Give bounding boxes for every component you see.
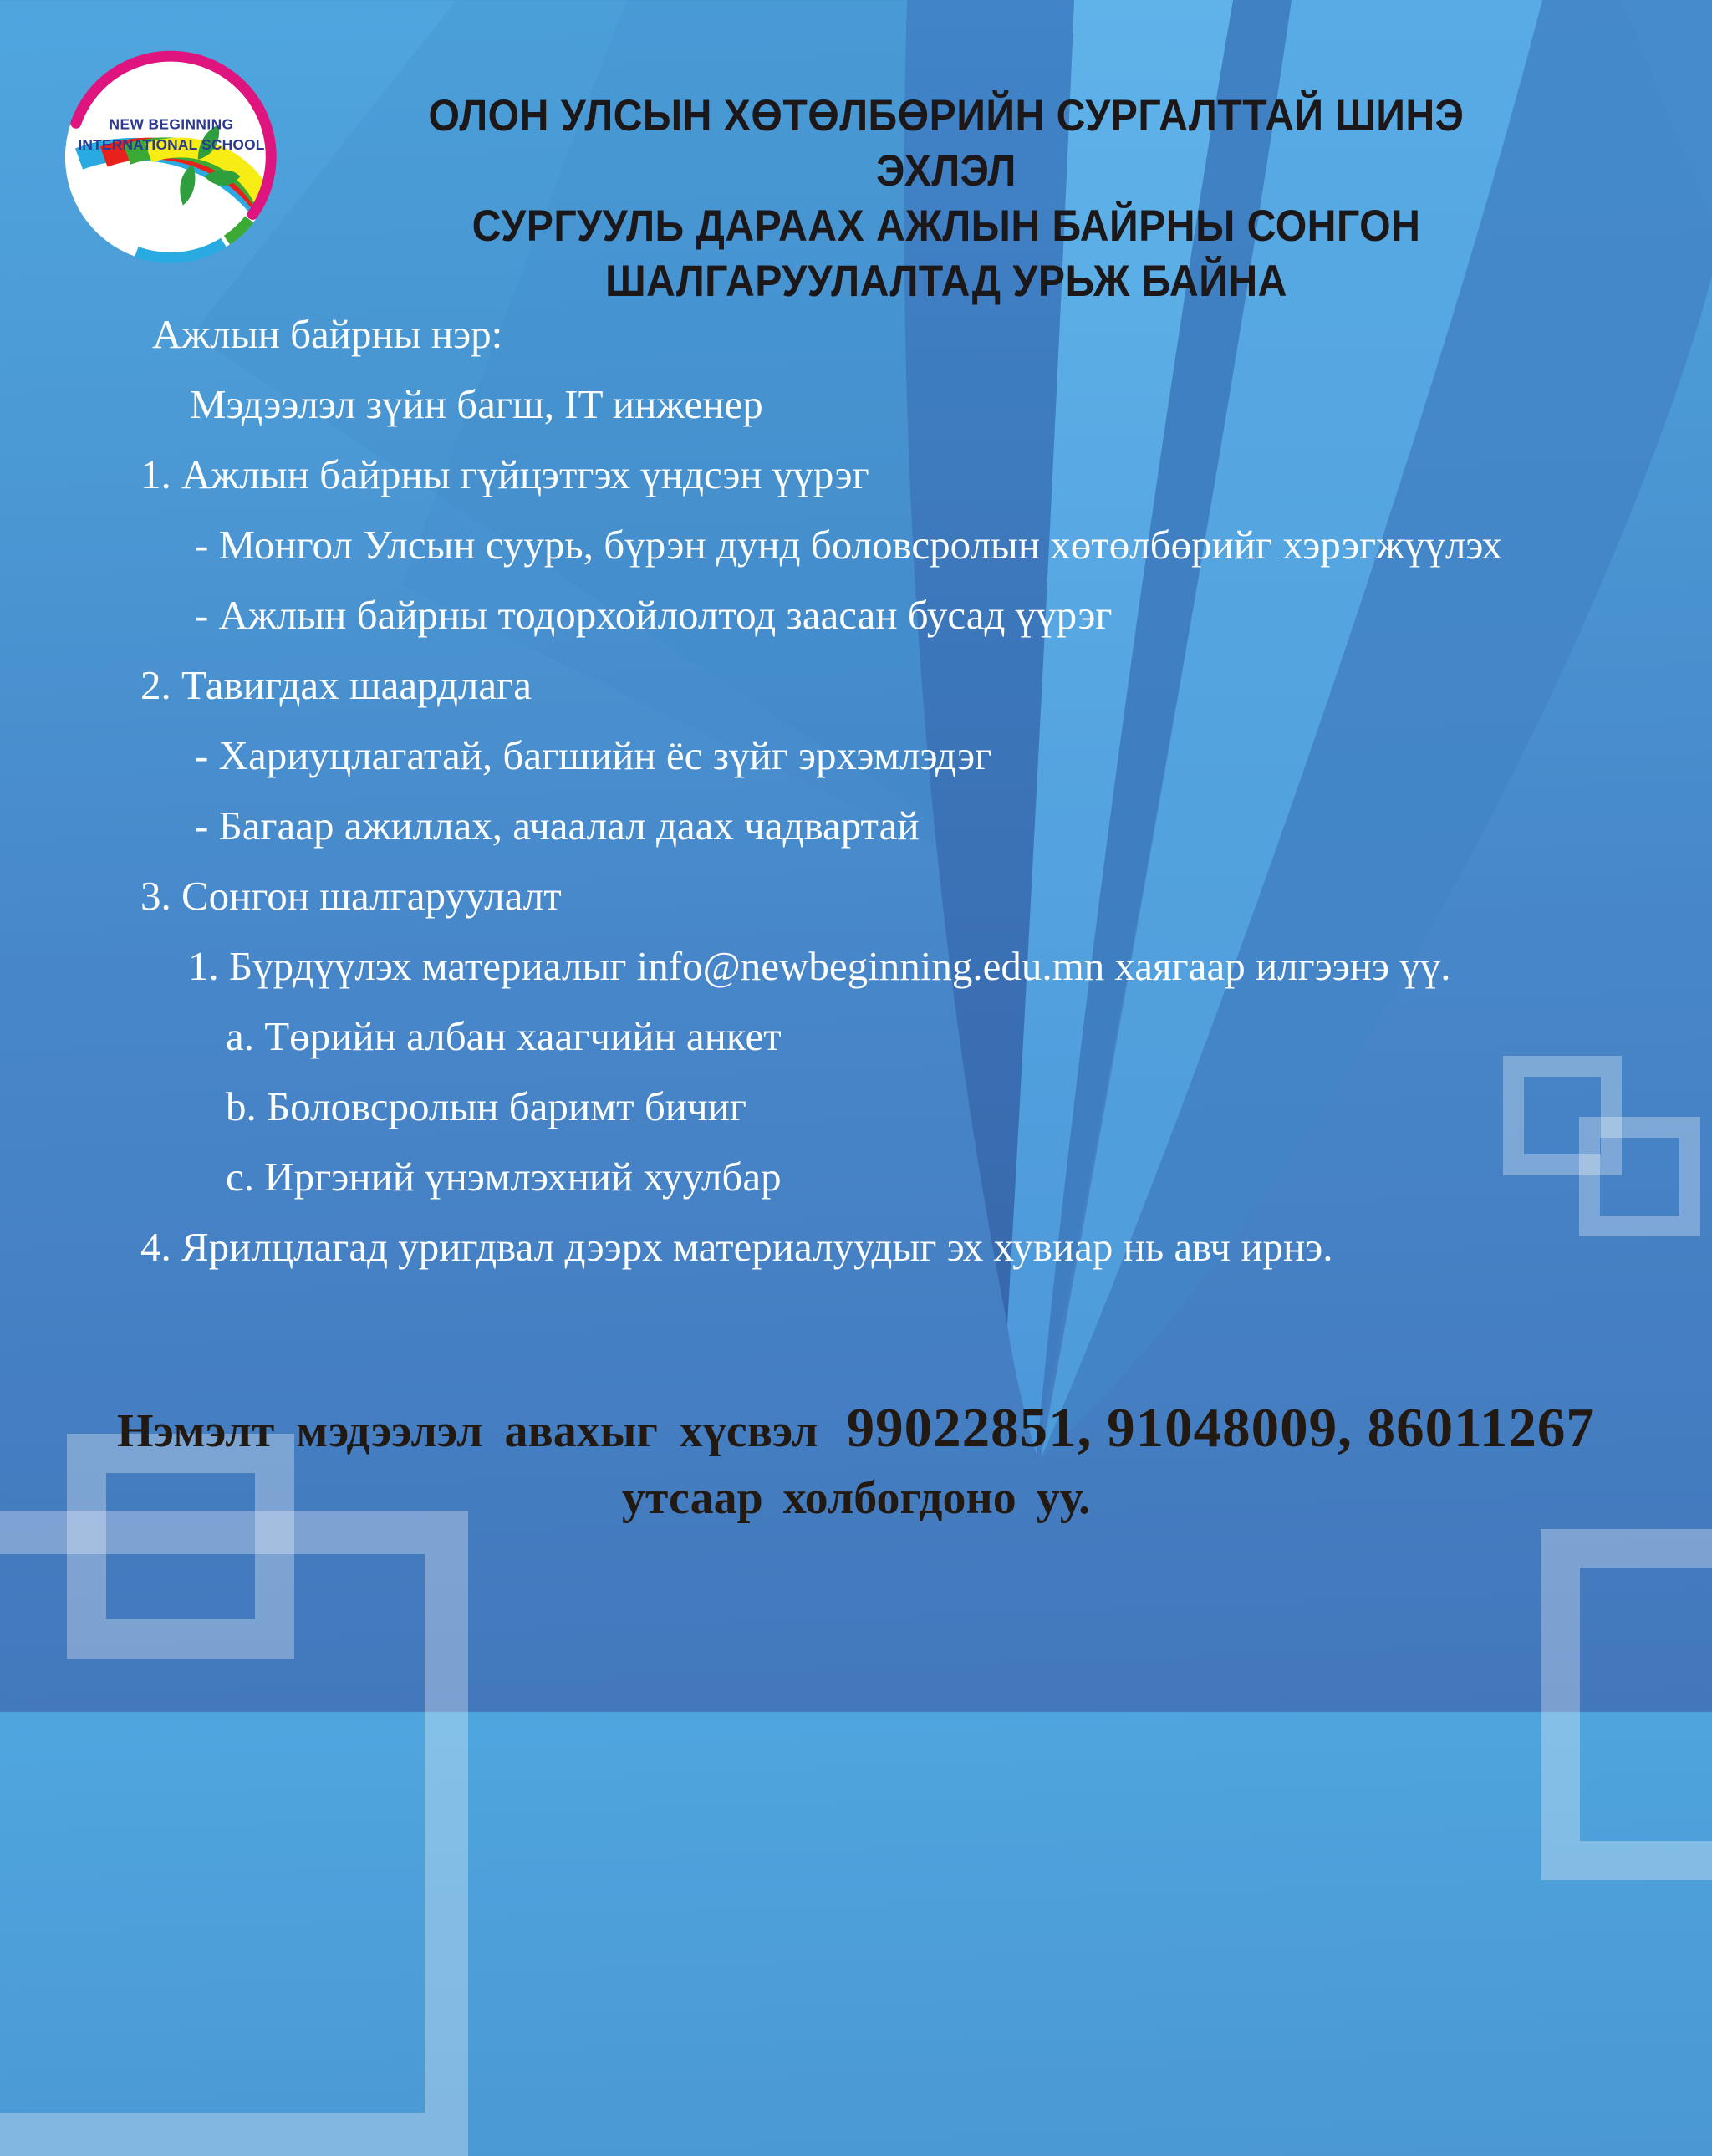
logo-text-line1: NEW BEGINNING (109, 115, 234, 133)
body-line: - Монгол Улсын суурь, бүрэн дунд боловсролын хөтөлбөрийг хэрэгжүүлэх (195, 522, 1503, 568)
body-line: a. Төрийн албан хаагчийн анкет (226, 1013, 782, 1059)
contact-phone-numbers: 99022851, 91048009, 86011267 (846, 1397, 1595, 1459)
body-line: - Ажлын байрны тодорхойлолтод заасан бусад үүрэг (195, 592, 1113, 638)
body-line: Мэдээлэл зүйн багш, IT инженер (190, 381, 763, 427)
body-line: c. Иргэний үнэмлэхний хуулбар (226, 1154, 782, 1200)
title-line-2: СУРГУУЛЬ ДАРААХ АЖЛЫН БАЙРНЫ СОНГОН (471, 201, 1421, 251)
poster-title (353, 89, 1540, 309)
body-line: 2. Тавигдах шаардлага (140, 662, 532, 708)
contact-line-2: утсаар холбогдоно уу. (621, 1472, 1091, 1524)
body-line: - Багаар ажиллах, ачаалал даах чадвартай (195, 803, 920, 849)
body-line: - Хариуцлагатай, багшийн ёс зүйг эрхэмлэдэг (195, 732, 992, 778)
title-line-3: ШАЛГАРУУЛАЛТАД УРЬЖ БАЙНА (605, 257, 1287, 306)
body-line: 1. Ажлын байрны гүйцэтгэх үндсэн үүрэг (140, 451, 869, 497)
body-line: 4. Ярилцлагад уригдвал дээрх материалуудыг эх хувиар нь авч ирнэ. (140, 1224, 1333, 1270)
body-line: 1. Бүрдүүлэх материалыг info@newbeginning.edu.mn хаягаар илгээнэ үү. (188, 943, 1451, 989)
body-line: 3. Сонгон шалгаруулалт (140, 873, 562, 919)
logo-text-line2: INTERNATIONAL SCHOOL (78, 136, 265, 154)
contact-info (0, 1394, 1712, 1532)
decor-square-bottomright (1541, 1529, 1712, 1880)
vacancy-details (140, 299, 1603, 1282)
decor-square-bottomleft-2 (0, 1511, 468, 2156)
body-line: Ажлын байрны нэр: (152, 311, 503, 357)
contact-line-1 (0, 1394, 1712, 1465)
contact-prefix: Нэмэлт мэдээлэл авахыг хүсвэл (117, 1405, 818, 1457)
title-line-1: ОЛОН УЛСЫН ХӨТӨЛБӨРИЙН СУРГАЛТТАЙ ШИНЭ ЭХЛЭЛ (428, 91, 1465, 196)
body-line: b. Боловсролын баримт бичиг (226, 1083, 746, 1129)
school-logo (59, 45, 283, 269)
